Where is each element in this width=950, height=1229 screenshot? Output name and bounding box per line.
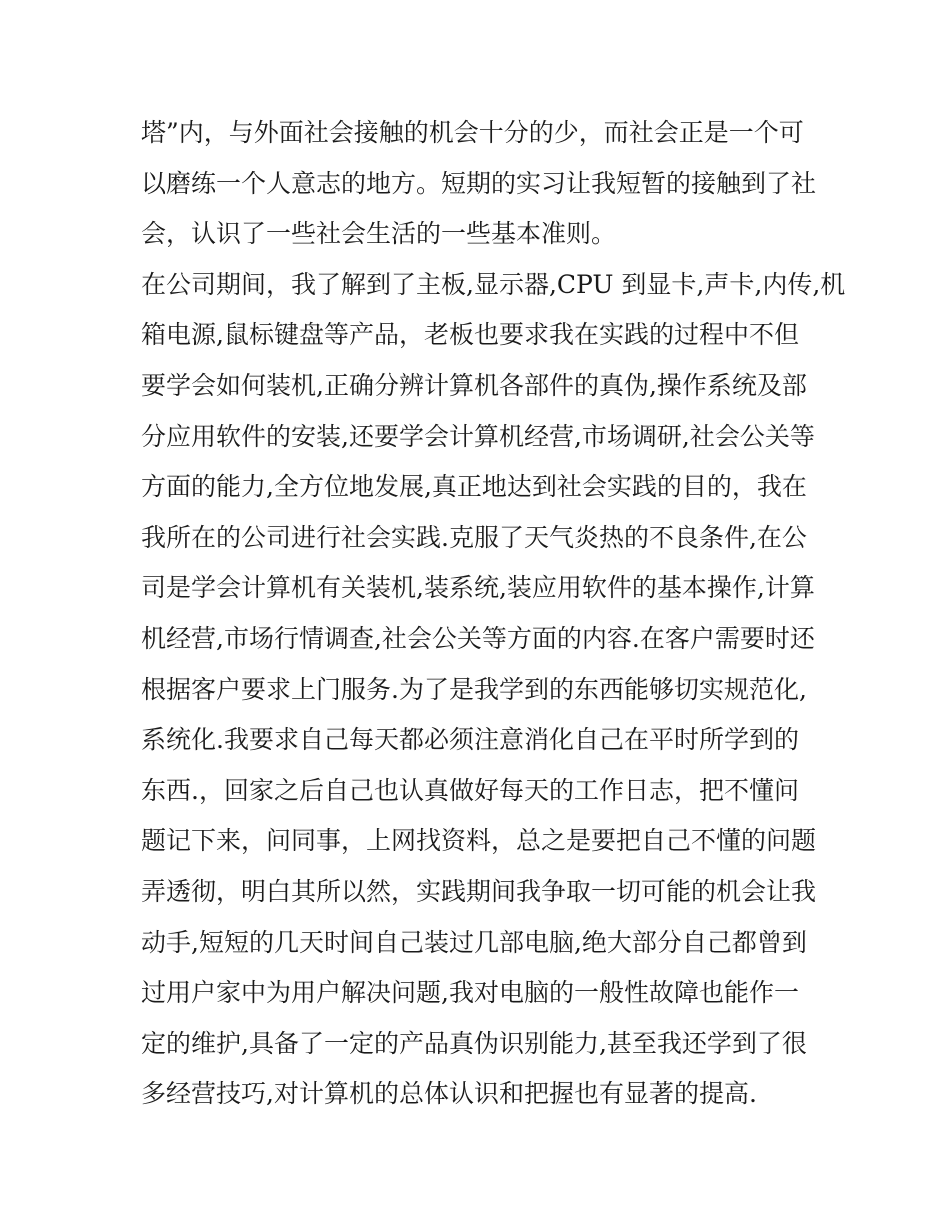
text-line: 方面的能力,全方位地发展,真正地达到社会实践的目的，我在 (141, 472, 807, 502)
text-line: 东西.，回家之后自己也认真做好每天的工作日志，把不懂问 (141, 775, 799, 805)
text-line: 系统化.我要求自己每天都必须注意消化自己在平时所学到的 (141, 725, 799, 755)
text-line: 定的维护,具备了一定的产品真伪识别能力,甚至我还学到了很 (141, 1028, 807, 1058)
text-line: 箱电源,鼠标键盘等产品，老板也要求我在实践的过程中不但 (141, 320, 799, 350)
text-line: 以磨练一个人意志的地方。短期的实习让我短暂的接触到了社 (141, 168, 817, 198)
text-line: 题记下来，问同事，上网找资料，总之是要把自己不懂的问题 (141, 826, 817, 856)
text-line: 动手,短短的几天时间自己装过几部电脑,绝大部分自己都曾到 (141, 927, 807, 957)
text-line: 弄透彻，明白其所以然，实践期间我争取一切可能的机会让我 (141, 876, 817, 906)
text-line: 我所在的公司进行社会实践.克服了天气炎热的不良条件,在公 (141, 522, 807, 552)
text-line: 司是学会计算机有关装机,装系统,装应用软件的基本操作,计算 (141, 573, 815, 603)
text-line: 要学会如何装机,正确分辨计算机各部件的真伪,操作系统及部 (141, 370, 807, 400)
text-line: 多经营技巧,对计算机的总体认识和把握也有显著的提高. (141, 1079, 757, 1109)
body-text (141, 108, 846, 1120)
text-line: 过用户家中为用户解决问题,我对电脑的一般性故障也能作一 (141, 978, 799, 1008)
text-line: 分应用软件的安装,还要学会计算机经营,市场调研,社会公关等 (141, 421, 815, 451)
text-line: 塔”内，与外面社会接触的机会十分的少，而社会正是一个可 (141, 118, 804, 147)
text-line: 机经营,市场行情调查,社会公关等方面的内容.在客户需要时还 (141, 623, 815, 653)
text-line: 在公司期间，我了解到了主板,显示器,CPU 到显卡,声卡,内传,机 (141, 269, 846, 299)
text-line: 会，认识了一些社会生活的一些基本准则。 (141, 219, 617, 249)
text-line: 根据客户要求上门服务.为了是我学到的东西能够切实规范化, (141, 674, 807, 704)
